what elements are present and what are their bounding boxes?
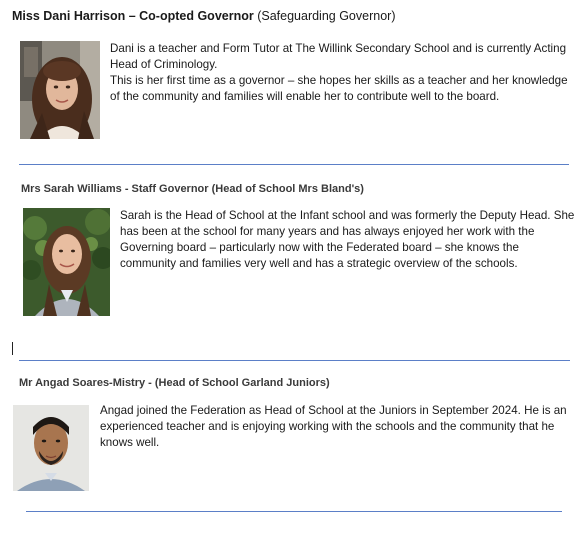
section-divider <box>19 360 570 361</box>
bio-paragraph: Angad joined the Federation as Head of School at the Juniors in September 2024. He is an experienced teacher and is enjoying working with the schools and the community that he knows well. <box>100 404 567 449</box>
bio-paragraph: This is her first time as a governor – she hopes her skills as a teacher and her knowledge of the community and families will enable her to contribute well to the board. <box>110 74 568 103</box>
profile-bio-dani <box>110 41 570 105</box>
profile-heading-sarah: Mrs Sarah Williams - Staff Governor (Head of School Mrs Bland's) <box>21 183 364 195</box>
profile-heading-angad: Mr Angad Soares-Mistry - (Head of School Garland Juniors) <box>19 377 330 389</box>
portrait-photo-dani <box>20 41 100 139</box>
bio-paragraph: Sarah is the Head of School at the Infant school and was formerly the Deputy Head. She has been at the school for many years and has always enjoyed her work with the Governing board – particularly now with the Federated board – she knows the community and families very well and has a strategic overview of the schools. <box>120 209 575 270</box>
profile-bio-angad <box>100 403 575 451</box>
section-divider <box>26 511 562 512</box>
profile-name: Miss Dani Harrison <box>12 9 126 23</box>
profile-bio-sarah <box>120 208 578 272</box>
title-separator: – <box>125 9 140 23</box>
profile-role: (Safeguarding Governor) <box>253 9 396 23</box>
section-divider <box>19 164 569 165</box>
profile-title: Co-opted Governor <box>139 9 254 23</box>
bio-paragraph: Dani is a teacher and Form Tutor at The Willink Secondary School and is currently Acting Head of Criminology. <box>110 42 567 71</box>
text-cursor <box>12 342 13 355</box>
portrait-photo-angad <box>13 405 89 491</box>
portrait-photo-sarah <box>23 208 110 316</box>
profile-heading-dani <box>12 9 395 23</box>
